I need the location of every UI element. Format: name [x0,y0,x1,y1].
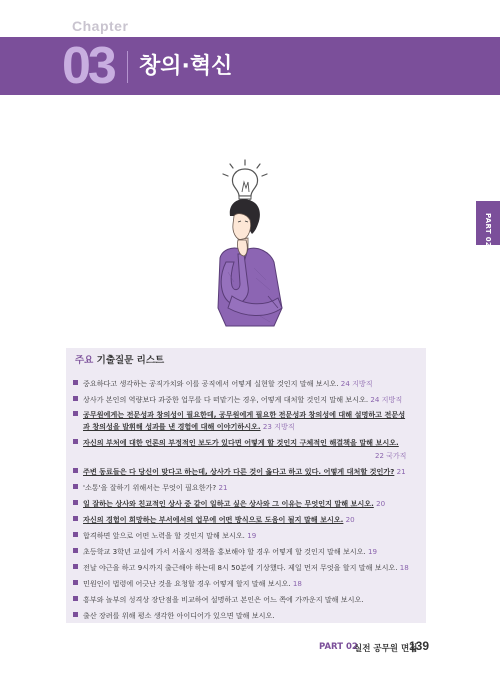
list-item-source: 22 국가직 [375,452,407,460]
list-item-continuation: 과 창의성을 발휘해 성과를 낸 경험에 대해 이야기하시오. 23 지방직 [83,422,295,431]
page-number: 139 [409,639,430,653]
side-tab[interactable] [476,201,500,248]
list-item: 일 잘하는 상사와 친교적인 상사 중 같이 일하고 싶은 상사와 그 이유는 무엇인지 말해 보시오. 20 [73,499,385,509]
side-tab-label: PART 02 [484,213,492,248]
list-item: '소통'을 잘하기 위해서는 무엇이 필요한가? 21 [73,483,227,493]
footer-part: PART 02 [319,642,358,652]
list-item: 자신의 경험이 희망하는 부서에서의 업무에 어떤 방식으로 도움이 될지 말해 보시오. 20 [73,515,355,525]
lightbulb-thinking-woman-icon [170,158,320,333]
list-item: 상사가 본인의 역량보다 과중한 업무를 다 떠맡기는 경우, 어떻게 대처할 것인지 말해 보시오. 24 지방직 [73,395,402,405]
list-item: 민원인이 법령에 어긋난 것을 요청할 경우 어떻게 할지 말해 보시오. 18 [73,579,302,589]
banner-divider [127,51,128,83]
list-item: 합격하면 앞으로 어떤 노력을 할 것인지 말해 보시오. 19 [73,531,256,541]
footer-title: 실전 공무원 면접 [354,644,418,654]
list-item: 초등학교 3학년 교실에 가서 서울시 정책을 홍보해야 할 경우 어떻게 할 것인지 말해 보시오. 19 [73,547,377,557]
chapter-label: Chapter [72,18,129,34]
list-item: 주변 동료들은 다 당신이 맞다고 하는데, 상사가 다른 것이 옳다고 하고 있다. 어떻게 대처할 것인가? 21 [73,467,406,477]
list-item: 자신의 부처에 대한 언론의 부정적인 보도가 있다면 어떻게 할 것인지 구체적인 해결책을 말해 보시오. [73,438,399,448]
list-item: 흥부와 놀부의 성격상 장단점을 비교하여 설명하고 본인은 어느 쪽에 가까운지 말해 보시오. [73,595,364,605]
box-title: 주요 기출질문 리스트 [75,355,165,366]
list-item: 공무원에게는 전문성과 창의성이 필요한데, 공무원에게 필요한 전문성과 창의성에 대해 설명하고 전문성 [73,410,405,420]
list-item: 전날 야근을 하고 9시까지 출근해야 하는데 8시 50분에 기상했다. 제일 먼저 무엇을 할지 말해 보시오. 18 [73,563,409,573]
list-item: 중요하다고 생각하는 공직가치와 이를 공직에서 어떻게 실현할 것인지 말해 보시오. 24 지방직 [73,379,373,389]
chapter-number: 03 [62,37,114,95]
chapter-title: 창의·혁신 [139,54,233,79]
list-item: 출산 장려를 위해 평소 생각한 아이디어가 있으면 말해 보시오. [73,611,275,621]
